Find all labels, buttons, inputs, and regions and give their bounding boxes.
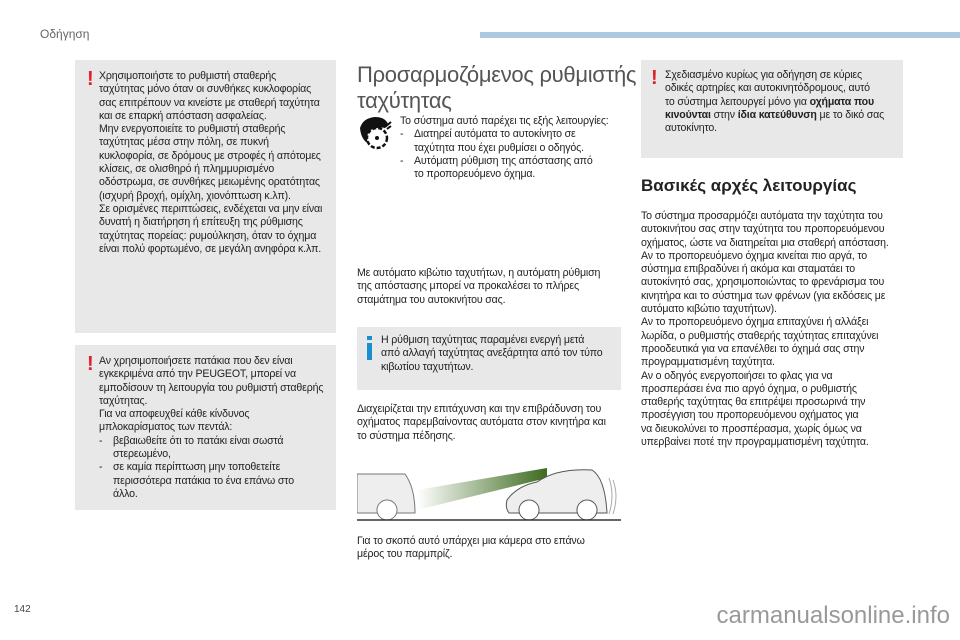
adaptive-cruise-icon bbox=[357, 112, 397, 152]
dash-bullet: - bbox=[400, 154, 404, 167]
header-accent-bar bbox=[480, 32, 960, 38]
warning-icon: ! bbox=[87, 68, 94, 90]
page-number: 142 bbox=[14, 604, 31, 615]
list-item bbox=[400, 128, 609, 155]
info-box bbox=[357, 327, 621, 390]
paragraph: Διαχειρίζεται την επιτάχυνση και την επιβράδυνση του οχήματος παρεμβαίνοντας αυτόματα στον κινητήρα και το σύστημα πέδησης. bbox=[357, 403, 606, 442]
paragraph: Με αυτόματο κιβώτιο ταχυτήτων, η αυτόματη ρύθμιση της απόστασης μπορεί να προκαλέσει το πλήρες σταμάτημα του αυτοκινήτου σας. bbox=[357, 267, 601, 306]
info-icon bbox=[367, 336, 372, 360]
text-segment: στην bbox=[710, 108, 738, 121]
section-heading: Βασικές αρχές λειτουργίας bbox=[641, 176, 857, 195]
car-distance-illustration bbox=[357, 468, 621, 522]
info-text: Η ρύθμιση ταχύτητας παραμένει ενεργή μετά από αλλαγή ταχύτητας ανεξάρτητα από τον τύπο κιβωτίου ταχυτήτων. bbox=[381, 334, 603, 373]
watermark: carmanualsonline.info bbox=[716, 602, 950, 629]
list-item-text: Αυτόματη ρύθμιση της απόστασης από το προπορευόμενο όχημα. bbox=[414, 154, 593, 181]
text-segment: με το δικό σας αυτοκίνητο. bbox=[665, 108, 885, 135]
dash-bullet: - bbox=[99, 434, 103, 447]
bold-text: ίδια κατεύθυνση bbox=[737, 108, 817, 121]
dash-bullet: - bbox=[400, 128, 404, 141]
warning-icon: ! bbox=[87, 353, 94, 375]
bold-text: οχήματα που κινούνται bbox=[665, 95, 874, 121]
page-title: Προσαρμοζόμενος ρυθμιστής ταχύτητας bbox=[357, 62, 637, 113]
list-item-text: Διατηρεί αυτόματα το αυτοκίνητο σε ταχύτητα που έχει ρυθμίσει ο οδηγός. bbox=[414, 128, 584, 154]
list-item-text: σε καμία περίπτωση μην τοποθετείτε περισσότερα πατάκια το ένα επάνω στο άλλο. bbox=[113, 461, 294, 500]
paragraph: Για το σκοπό αυτό υπάρχει μια κάμερα στο επάνω μέρος του παρμπρίζ. bbox=[357, 535, 585, 561]
dash-bullet: - bbox=[99, 461, 103, 474]
warning-box-cruise-control bbox=[75, 60, 336, 333]
body-text: Το σύστημα προσαρμόζει αυτόματα την ταχύτητα του αυτοκινήτου σας στην ταχύτητα του προπορευόμενου οχήματος, ώστε να διατηρείται μια σταθερή απόσταση. Αν το προπορευόμενο όχημα κινείται πιο αργά, το σύστημα επιβραδύνει ή ακόμα και σταματάει το αυτοκίνητό σας, χρησιμοποιώντας το φρενάρισμα του κινητήρα και το σύστημα των φρένων (για εκδόσεις με αυτόματο κιβώτιο ταχυτήτων). Αν το προπορευόμενο όχημα επιταχύνει ή αλλάξει λωρίδα, ο ρυθμιστής σταθερής ταχύτητας επιταχύνει προοδευτικά για να επανέλθει το όχημά σας στην προγραμματισμένη ταχύτητα. Αν ο οδηγός ενεργοποιήσει το φλας για να προσπεράσει ένα πιο αργό όχημα, ο ρυθμιστής σταθερής ταχύτητας θα επιτρέψει προσωρινά την προσέγγιση του προπορευόμενου οχήματος για να διευκολύνει το προσπέρασμα, χωρίς όμως να υπερβαίνει ποτέ την προγραμματισμένη ταχύτητα. bbox=[641, 210, 889, 449]
warning-box-same-direction bbox=[641, 60, 903, 158]
list-item bbox=[99, 461, 323, 501]
warning-text: Χρησιμοποιήστε το ρυθμιστή σταθερής ταχύτητας μόνο όταν οι συνθήκες κυκλοφορίας σας επιτρέπουν να κινείστε με σταθερή ταχύτητα και σε επαρκή απόσταση ασφαλείας. Μην ενεργοποιείτε το ρυθμιστή σταθερής ταχύτητας μέσα στην πόλη, σε πυκνή κυκλοφορία, σε δρόμους με στροφές ή απότομες κλίσεις, σε ολισθηρό ή πλημμυρισμένο οδόστρωμα, σε συνθήκες μειωμένης ορατότητας (ισχυρή βροχή, ομίχλη, χιονόπτωση κ.λπ). Σε ορισμένες περιπτώσεις, ενδέχεται να μην είναι δυνατή η διατήρηση ή επίτευξη της ρύθμισης ταχύτητας πορείας: ρυμούλκηση, όταν το όχημα είναι πολύ φορτωμένο, σε μεγάλη ανηφόρα κ.λπ. bbox=[99, 70, 323, 255]
section-title: Οδήγηση bbox=[40, 27, 90, 41]
list-item bbox=[400, 155, 609, 182]
warning-text bbox=[665, 69, 884, 135]
text-segment: Σχεδιασμένο κυρίως για οδήγηση σε κύριες οδικές αρτηρίες και αυτοκινητόδρομους, αυτό το σύστημα λειτουργεί μόνο για bbox=[665, 69, 870, 108]
intro-text: Το σύστημα αυτό παρέχει τις εξής λειτουργίες: bbox=[400, 115, 609, 127]
warning-icon: ! bbox=[651, 67, 658, 89]
list-item-text: βεβαιωθείτε ότι το πατάκι είναι σωστά στερεωμένο, bbox=[113, 434, 284, 461]
warning-text: Αν χρησιμοποιήσετε πατάκια που δεν είναι εγκεκριμένα από την PEUGEOT, μπορεί να εμποδίσουν τη λειτουργία του ρυθμιστή σταθερής ταχύτητας. Για να αποφευχθεί κάθε κίνδυνος μπλοκαρίσματος των πεντάλ: bbox=[99, 355, 324, 434]
warning-box-floor-mats bbox=[75, 345, 336, 510]
list-item bbox=[99, 435, 323, 462]
